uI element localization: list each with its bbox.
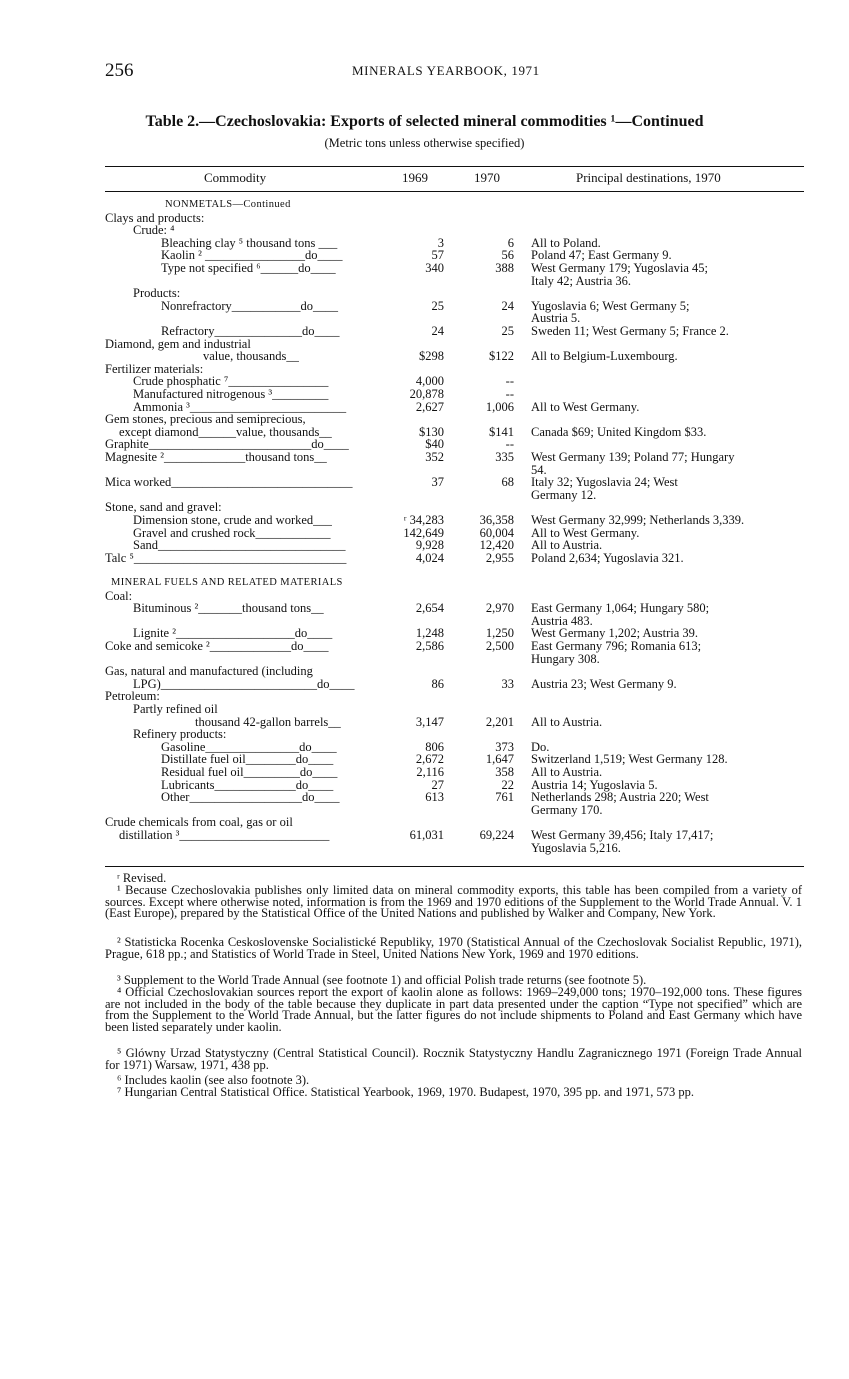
cell-1970: --: [505, 437, 514, 452]
cell-destinations: Germany 170.: [531, 802, 603, 817]
footnote-text: ⁴ Official Czechoslovakian sources report the export of kaolin alone as follows: 1969–249,000 tons; 1970–192,000 tons. These figures are not included in the body of the table because they duplicate in part data presented under the caption “Type not specified” which are from the Supplement to the World Trade Annual, but the latter figures do not include shipments to Poland and East Germany which have been listed separately under kaolin.: [105, 985, 802, 1034]
cell-1970: 25: [501, 324, 514, 338]
cell-commodity: thousand 42-gallon barrels__: [195, 714, 341, 729]
cell-destinations: Sweden 11; West Germany 5; France 2.: [531, 324, 729, 338]
cell-1969: 20,878: [409, 387, 444, 401]
running-head: MINERALS YEARBOOK, 1971: [352, 63, 540, 78]
cell-1969: 2,627: [415, 399, 444, 414]
footnote-text: ³ Supplement to the World Trade Annual (see footnote 1) and official Polish trade returns (see footnote 5).: [117, 973, 647, 987]
cell-commodity: Other__________________do____: [161, 790, 340, 805]
cell-1969: 3: [437, 235, 444, 250]
cell-commodity: Nonrefractory___________do____: [161, 298, 339, 313]
cell-destinations: East Germany 1,064; Hungary 580;: [531, 601, 710, 616]
cell-1970: 69,224: [479, 828, 514, 842]
column-header-1970: 1970: [474, 170, 500, 185]
cell-destinations: West Germany 139; Poland 77; Hungary: [531, 450, 735, 464]
cell-1970: 12,420: [479, 538, 514, 553]
cell-destinations: Poland 47; East Germany 9.: [531, 248, 672, 263]
cell-commodity: LPG)_________________________do____: [133, 676, 355, 691]
cell-destinations: East Germany 796; Romania 613;: [531, 639, 702, 653]
cell-commodity: Magnesite ²_____________thousand tons__: [105, 450, 327, 464]
cell-commodity: Gas, natural and manufactured (including: [105, 664, 313, 679]
footnote: [105, 1048, 802, 1071]
cell-1969: $298: [419, 349, 444, 364]
cell-commodity: Diamond, gem and industrial: [105, 336, 251, 351]
cell-1970: 36,358: [479, 513, 514, 527]
cell-commodity: Coal:: [105, 588, 133, 603]
cell-1969: 2,586: [415, 639, 444, 653]
cell-1969: $40: [425, 437, 444, 452]
cell-destinations: Canada $69; United Kingdom $33.: [531, 424, 707, 439]
cell-commodity: Ammonia ³_________________________: [133, 399, 347, 414]
cell-commodity: NONMETALS—Continued: [165, 199, 291, 210]
cell-commodity: Products:: [133, 286, 181, 301]
cell-commodity: Graphite__________________________do____: [105, 437, 349, 452]
footnote-text: ⁵ Glówny Urzad Statystyczny (Central Statistical Council). Rocznik Statystyczny Handlu Zagranicznego 1971 (Foreign Trade Annual for 1971) Warsaw, 1971, 438 pp.: [105, 1046, 802, 1072]
cell-1970: 60,004: [479, 525, 514, 540]
cell-destinations: Netherlands 298; Austria 220; West: [531, 790, 709, 805]
page-number: 256: [105, 60, 134, 81]
cell-destinations: Austria 23; West Germany 9.: [531, 676, 677, 691]
footnote: [105, 987, 802, 1033]
cell-destinations: Hungary 308.: [531, 651, 600, 666]
column-header-commodity: Commodity: [204, 170, 267, 185]
cell-destinations: West Germany 179; Yugoslavia 45;: [531, 261, 708, 275]
cell-commodity: Kaolin ² ________________do____: [161, 248, 343, 263]
cell-destinations: West Germany 1,202; Austria 39.: [531, 626, 699, 641]
cell-1970: 24: [501, 298, 514, 313]
footnote-text: ʳ Revised.: [117, 871, 167, 885]
cell-commodity: Partly refined oil: [133, 702, 218, 716]
footnote-text: ¹ Because Czechoslovakia publishes only limited data on mineral commodity exports, this table has been compiled from a variety of sources. Except where otherwise noted, information is from the 1969 and 1970 editions of the Supplement to the World Trade Annual. V. 1 (East Europe), prepared by the Statistical Office of the United Nations and published by Walker and Company, New York.: [105, 883, 802, 921]
cell-destinations: West Germany 32,999; Netherlands 3,339.: [531, 513, 745, 527]
cell-1969: 1,248: [415, 626, 444, 641]
cell-destinations: Do.: [531, 739, 550, 754]
cell-1970: 335: [495, 450, 514, 464]
cell-commodity: Type not specified ⁶______do____: [161, 261, 336, 275]
cell-1970: 68: [501, 475, 514, 490]
column-header-destinations: Principal destinations, 1970: [576, 170, 721, 185]
cell-commodity: Petroleum:: [105, 689, 160, 704]
cell-commodity: Gasoline_______________do____: [161, 739, 337, 754]
footnote-text: ² Statisticka Rocenka Ceskoslovenske Socialistické Republiky, 1970 (Statistical Annual of the Czechoslovak Socialist Republic, 1971), Prague, 618 pp.; and Statistics of World Trade in Steel, United Nations New York, 1969 and 1970 editions.: [105, 935, 802, 961]
cell-1970: $141: [489, 424, 514, 439]
cell-commodity: Crude phosphatic ⁷________________: [133, 374, 329, 389]
footnote-text: ⁶ Includes kaolin (see also footnote 3).: [117, 1073, 310, 1087]
cell-commodity: Refinery products:: [133, 727, 227, 742]
cell-commodity: Distillate fuel oil________do____: [161, 752, 334, 767]
cell-1969: 9,928: [415, 538, 444, 553]
cell-destinations: West Germany 39,456; Italy 17,417;: [531, 828, 714, 842]
cell-1969: 340: [425, 261, 444, 275]
cell-1970: 2,970: [485, 601, 514, 616]
cell-commodity: value, thousands__: [203, 349, 299, 364]
cell-1969: 4,000: [415, 374, 444, 389]
cell-commodity: Fertilizer materials:: [105, 361, 204, 376]
cell-destinations: Yugoslavia 6; West Germany 5;: [531, 298, 690, 313]
footnote: [105, 937, 802, 960]
cell-commodity: Stone, sand and gravel:: [105, 500, 222, 515]
cell-1969: 2,654: [415, 601, 444, 616]
table-bottom-rule: [105, 866, 804, 867]
cell-commodity: MINERAL FUELS AND RELATED MATERIALS: [111, 577, 343, 588]
cell-1970: 388: [495, 261, 514, 275]
cell-commodity: Crude chemicals from coal, gas or oil: [105, 815, 293, 830]
cell-1970: 1,006: [485, 399, 514, 414]
cell-1969: 2,672: [415, 752, 444, 767]
cell-destinations: All to West Germany.: [531, 525, 640, 540]
cell-destinations: Austria 14; Yugoslavia 5.: [531, 777, 658, 792]
cell-commodity: Lubricants_____________do____: [161, 777, 334, 792]
table-title: Table 2.—Czechoslovakia: Exports of selected mineral commodities ¹—Continued: [145, 113, 704, 130]
cell-commodity: Talc ⁵__________________________________: [105, 550, 347, 565]
cell-destinations: Austria 483.: [531, 613, 593, 628]
cell-1970: 2,201: [485, 714, 514, 729]
cell-1969: $130: [419, 424, 444, 439]
cell-1969: 86: [431, 676, 444, 691]
cell-1970: 2,500: [485, 639, 514, 653]
footnote: [105, 885, 802, 920]
table-subtitle: (Metric tons unless otherwise specified): [324, 136, 525, 150]
cell-1969: 3,147: [415, 714, 444, 729]
cell-destinations: Germany 12.: [531, 487, 597, 502]
cell-destinations: All to Austria.: [531, 765, 603, 779]
cell-1970: --: [505, 387, 514, 401]
footnote: [105, 1087, 802, 1099]
cell-1970: 358: [495, 765, 514, 779]
cell-1969: 27: [431, 777, 444, 792]
cell-1970: 56: [501, 248, 514, 263]
cell-1969: 25: [431, 298, 444, 313]
cell-commodity: except diamond______value, thousands__: [119, 424, 332, 439]
cell-commodity: Lignite ²___________________do____: [133, 626, 333, 641]
cell-commodity: Coke and semicoke ²_____________do____: [105, 639, 329, 653]
cell-commodity: Gem stones, precious and semiprecious,: [105, 412, 306, 427]
cell-destinations: All to Austria.: [531, 714, 603, 729]
cell-1969: 37: [431, 475, 444, 490]
cell-1970: 22: [501, 777, 514, 792]
column-header-1969: 1969: [402, 170, 428, 185]
cell-1969: 352: [425, 450, 444, 464]
cell-destinations: All to Belgium-Luxembourg.: [531, 349, 678, 364]
cell-1970: 1,250: [485, 626, 514, 641]
cell-destinations: Poland 2,634; Yugoslavia 321.: [531, 550, 684, 565]
cell-destinations: All to Poland.: [531, 235, 601, 250]
cell-commodity: Refractory______________do____: [161, 324, 340, 338]
cell-commodity: Bituminous ²_______thousand tons__: [133, 601, 324, 616]
cell-commodity: distillation ³________________________: [119, 828, 330, 842]
cell-commodity: Dimension stone, crude and worked___: [133, 513, 332, 527]
cell-1970: 6: [507, 235, 514, 250]
cell-1969: 61,031: [409, 828, 444, 842]
cell-1969: 24: [431, 324, 444, 338]
cell-1969: 57: [431, 248, 444, 263]
cell-1969: 4,024: [415, 550, 444, 565]
cell-destinations: Italy 42; Austria 36.: [531, 273, 631, 288]
cell-1969: 142,649: [403, 525, 444, 540]
cell-destinations: All to West Germany.: [531, 399, 640, 414]
table-row: [0, 841, 849, 855]
cell-destinations: All to Austria.: [531, 538, 603, 553]
cell-commodity: Crude: ⁴: [133, 223, 175, 238]
cell-1970: 33: [501, 676, 514, 691]
cell-destinations: Switzerland 1,519; West Germany 128.: [531, 752, 728, 767]
cell-1970: 761: [495, 790, 514, 805]
cell-destinations: Yugoslavia 5,216.: [531, 840, 621, 855]
cell-1969: 806: [425, 739, 444, 754]
cell-commodity: Manufactured nitrogenous ³_________: [133, 387, 329, 401]
cell-commodity: Residual fuel oil_________do____: [161, 765, 338, 779]
cell-1970: $122: [489, 349, 514, 364]
cell-1969: ʳ 34,283: [403, 513, 444, 527]
cell-commodity: Sand______________________________: [133, 538, 346, 553]
cell-1969: 613: [425, 790, 444, 805]
cell-commodity: Bleaching clay ⁵ thousand tons ___: [161, 235, 338, 250]
cell-commodity: Gravel and crushed rock____________: [133, 525, 331, 540]
cell-commodity: Clays and products:: [105, 210, 205, 225]
cell-1970: 1,647: [485, 752, 514, 767]
table-top-rule: [105, 166, 804, 167]
cell-destinations: Italy 32; Yugoslavia 24; West: [531, 475, 678, 490]
cell-1970: 373: [495, 739, 514, 754]
header-bottom-rule: [105, 191, 804, 192]
cell-1969: 2,116: [416, 765, 444, 779]
cell-destinations: 54.: [531, 462, 547, 477]
cell-commodity: Mica worked_____________________________: [105, 475, 353, 490]
cell-1970: 2,955: [485, 550, 514, 565]
footnote-text: ⁷ Hungarian Central Statistical Office. Statistical Yearbook, 1969, 1970. Budapest, 1970, 395 pp. and 1971, 573 pp.: [117, 1085, 694, 1099]
cell-destinations: Austria 5.: [531, 311, 581, 326]
cell-1970: --: [505, 374, 514, 389]
